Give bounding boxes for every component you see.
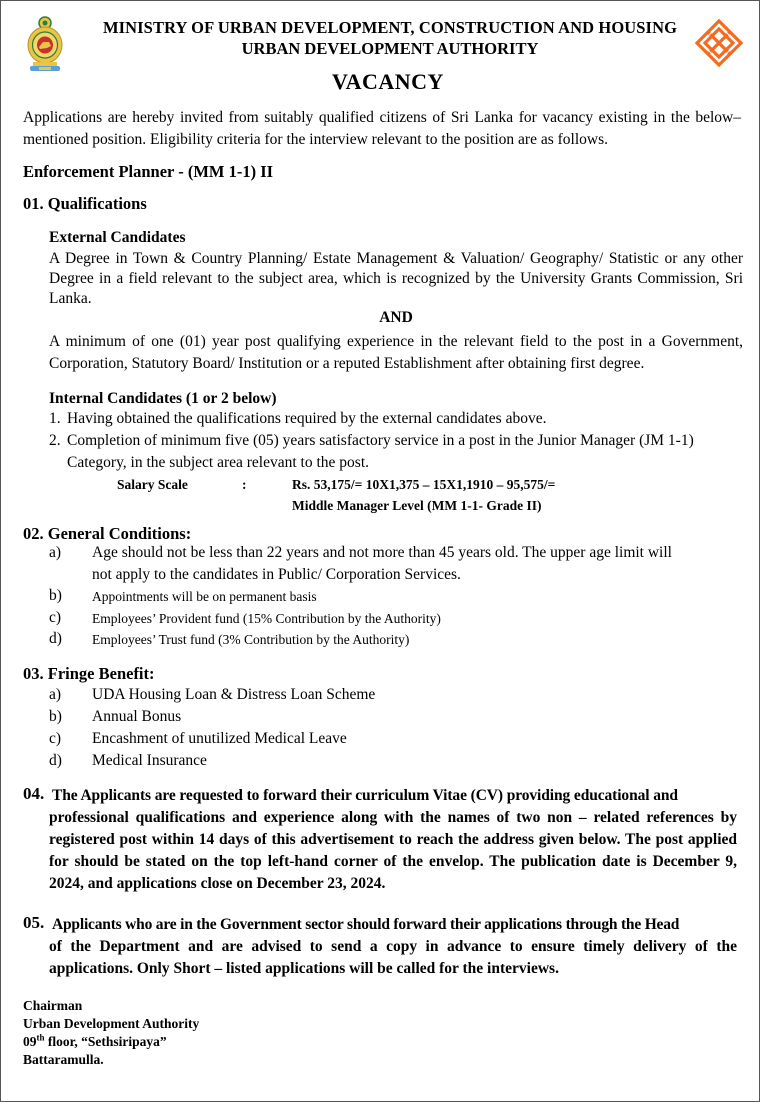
address-block [23, 997, 199, 1069]
item-text: Employees’ Provident fund (15% Contribution by the Authority) [92, 611, 441, 626]
authority-heading: URBAN DEVELOPMENT AUTHORITY [241, 39, 539, 58]
item-label: d) [49, 752, 62, 769]
item-text: Medical Insurance [92, 752, 207, 769]
item-label: c) [49, 609, 62, 626]
item-text: Age should not be less than 22 years and not more than 45 years old. The upper age limit will [92, 544, 672, 561]
item-text: Having obtained the qualifications required by the external candidates above. [67, 410, 547, 427]
section-fringe-benefit-heading: 03. Fringe Benefit: [23, 664, 155, 683]
condition-a-continued: not apply to the candidates in Public/ Corporation Services. [92, 566, 461, 583]
item-text: Appointments will be on permanent basis [92, 589, 317, 604]
external-experience-requirement: A minimum of one (01) year post qualifying experience in the relevant field to the post in a Government, Corporation, Statutory Board/ Institution or a reputed Establishment after obtaining first degree. [49, 333, 743, 372]
item-label: b) [49, 708, 62, 725]
section-5-first-line: Applicants who are in the Government sector should forward their applications through the Head [52, 916, 680, 933]
section-general-conditions-heading: 02. General Conditions: [23, 524, 192, 543]
and-separator: AND [379, 309, 413, 326]
section-5-paragraph: of the Department and are advised to send a copy in advance to ensure timely delivery of the applications. Only Short – listed applications will be called for the interviews. [49, 938, 737, 977]
address-chairman: Chairman [23, 998, 83, 1013]
position-title: Enforcement Planner - (MM 1-1) II [23, 162, 274, 181]
item-label: a) [49, 544, 62, 561]
section-4-paragraph: professional qualifications and experience along with the names of two non – related references by registered post within 14 days of this advertisement to reach the address given below. The post applied for should be stated on the top left-hand corner of the envelop. The publication date is December 9, 2024, and applications close on December 23, 2024. [49, 809, 737, 892]
item-text: Completion of minimum five (05) years satisfactory service in a post in the Junior Manager (JM 1-1) [67, 432, 694, 449]
salary-scale-label: Salary Scale [117, 477, 188, 492]
salary-colon: : [242, 477, 247, 492]
section-4-number: 04. [23, 784, 45, 803]
section-4-first-line: The Applicants are requested to forward their curriculum Vitae (CV) providing educational and [52, 787, 678, 804]
section-qualifications-heading: 01. Qualifications [23, 194, 147, 213]
page-title: VACANCY [332, 69, 444, 94]
external-degree-requirement: A Degree in Town & Country Planning/ Estate Management & Valuation/ Geography/ Statistic or any other Degree in a field relevant to the subject area, which is recognized by the University Grants Commission, Sri Lanka. [49, 250, 743, 307]
item-label: b) [49, 587, 62, 604]
salary-scale-value: Rs. 53,175/= 10X1,375 – 15X1,1910 – 95,575/= [292, 477, 556, 492]
address-organization: Urban Development Authority [23, 1016, 200, 1031]
item-text: Employees’ Trust fund (3% Contribution by the Authority) [92, 632, 410, 647]
item-label: d) [49, 630, 62, 647]
section-5-number: 05. [23, 913, 45, 932]
item-number: 1. [49, 410, 61, 427]
item-text: UDA Housing Loan & Distress Loan Scheme [92, 686, 376, 703]
ministry-heading: MINISTRY OF URBAN DEVELOPMENT, CONSTRUCTION AND HOUSING [102, 18, 678, 37]
external-candidates-heading: External Candidates [49, 229, 186, 246]
item-label: c) [49, 730, 62, 747]
internal-item-2-continued: Category, in the subject area relevant to the post. [67, 454, 370, 471]
item-number: 2. [49, 432, 61, 449]
salary-level: Middle Manager Level (MM 1-1- Grade II) [292, 498, 542, 513]
intro-paragraph: Applications are hereby invited from suitably qualified citizens of Sri Lanka for vacancy existing in the below–mentioned position. Eligibility criteria for the interview relevant to the position are as follows. [23, 109, 741, 148]
address-floor: 09th floor, “Sethsiripaya” [23, 1032, 167, 1049]
item-label: a) [49, 686, 62, 703]
item-text: Annual Bonus [92, 708, 182, 725]
internal-candidates-heading: Internal Candidates (1 or 2 below) [49, 390, 277, 407]
address-city: Battaramulla. [23, 1052, 104, 1067]
item-text: Encashment of unutilized Medical Leave [92, 730, 347, 747]
